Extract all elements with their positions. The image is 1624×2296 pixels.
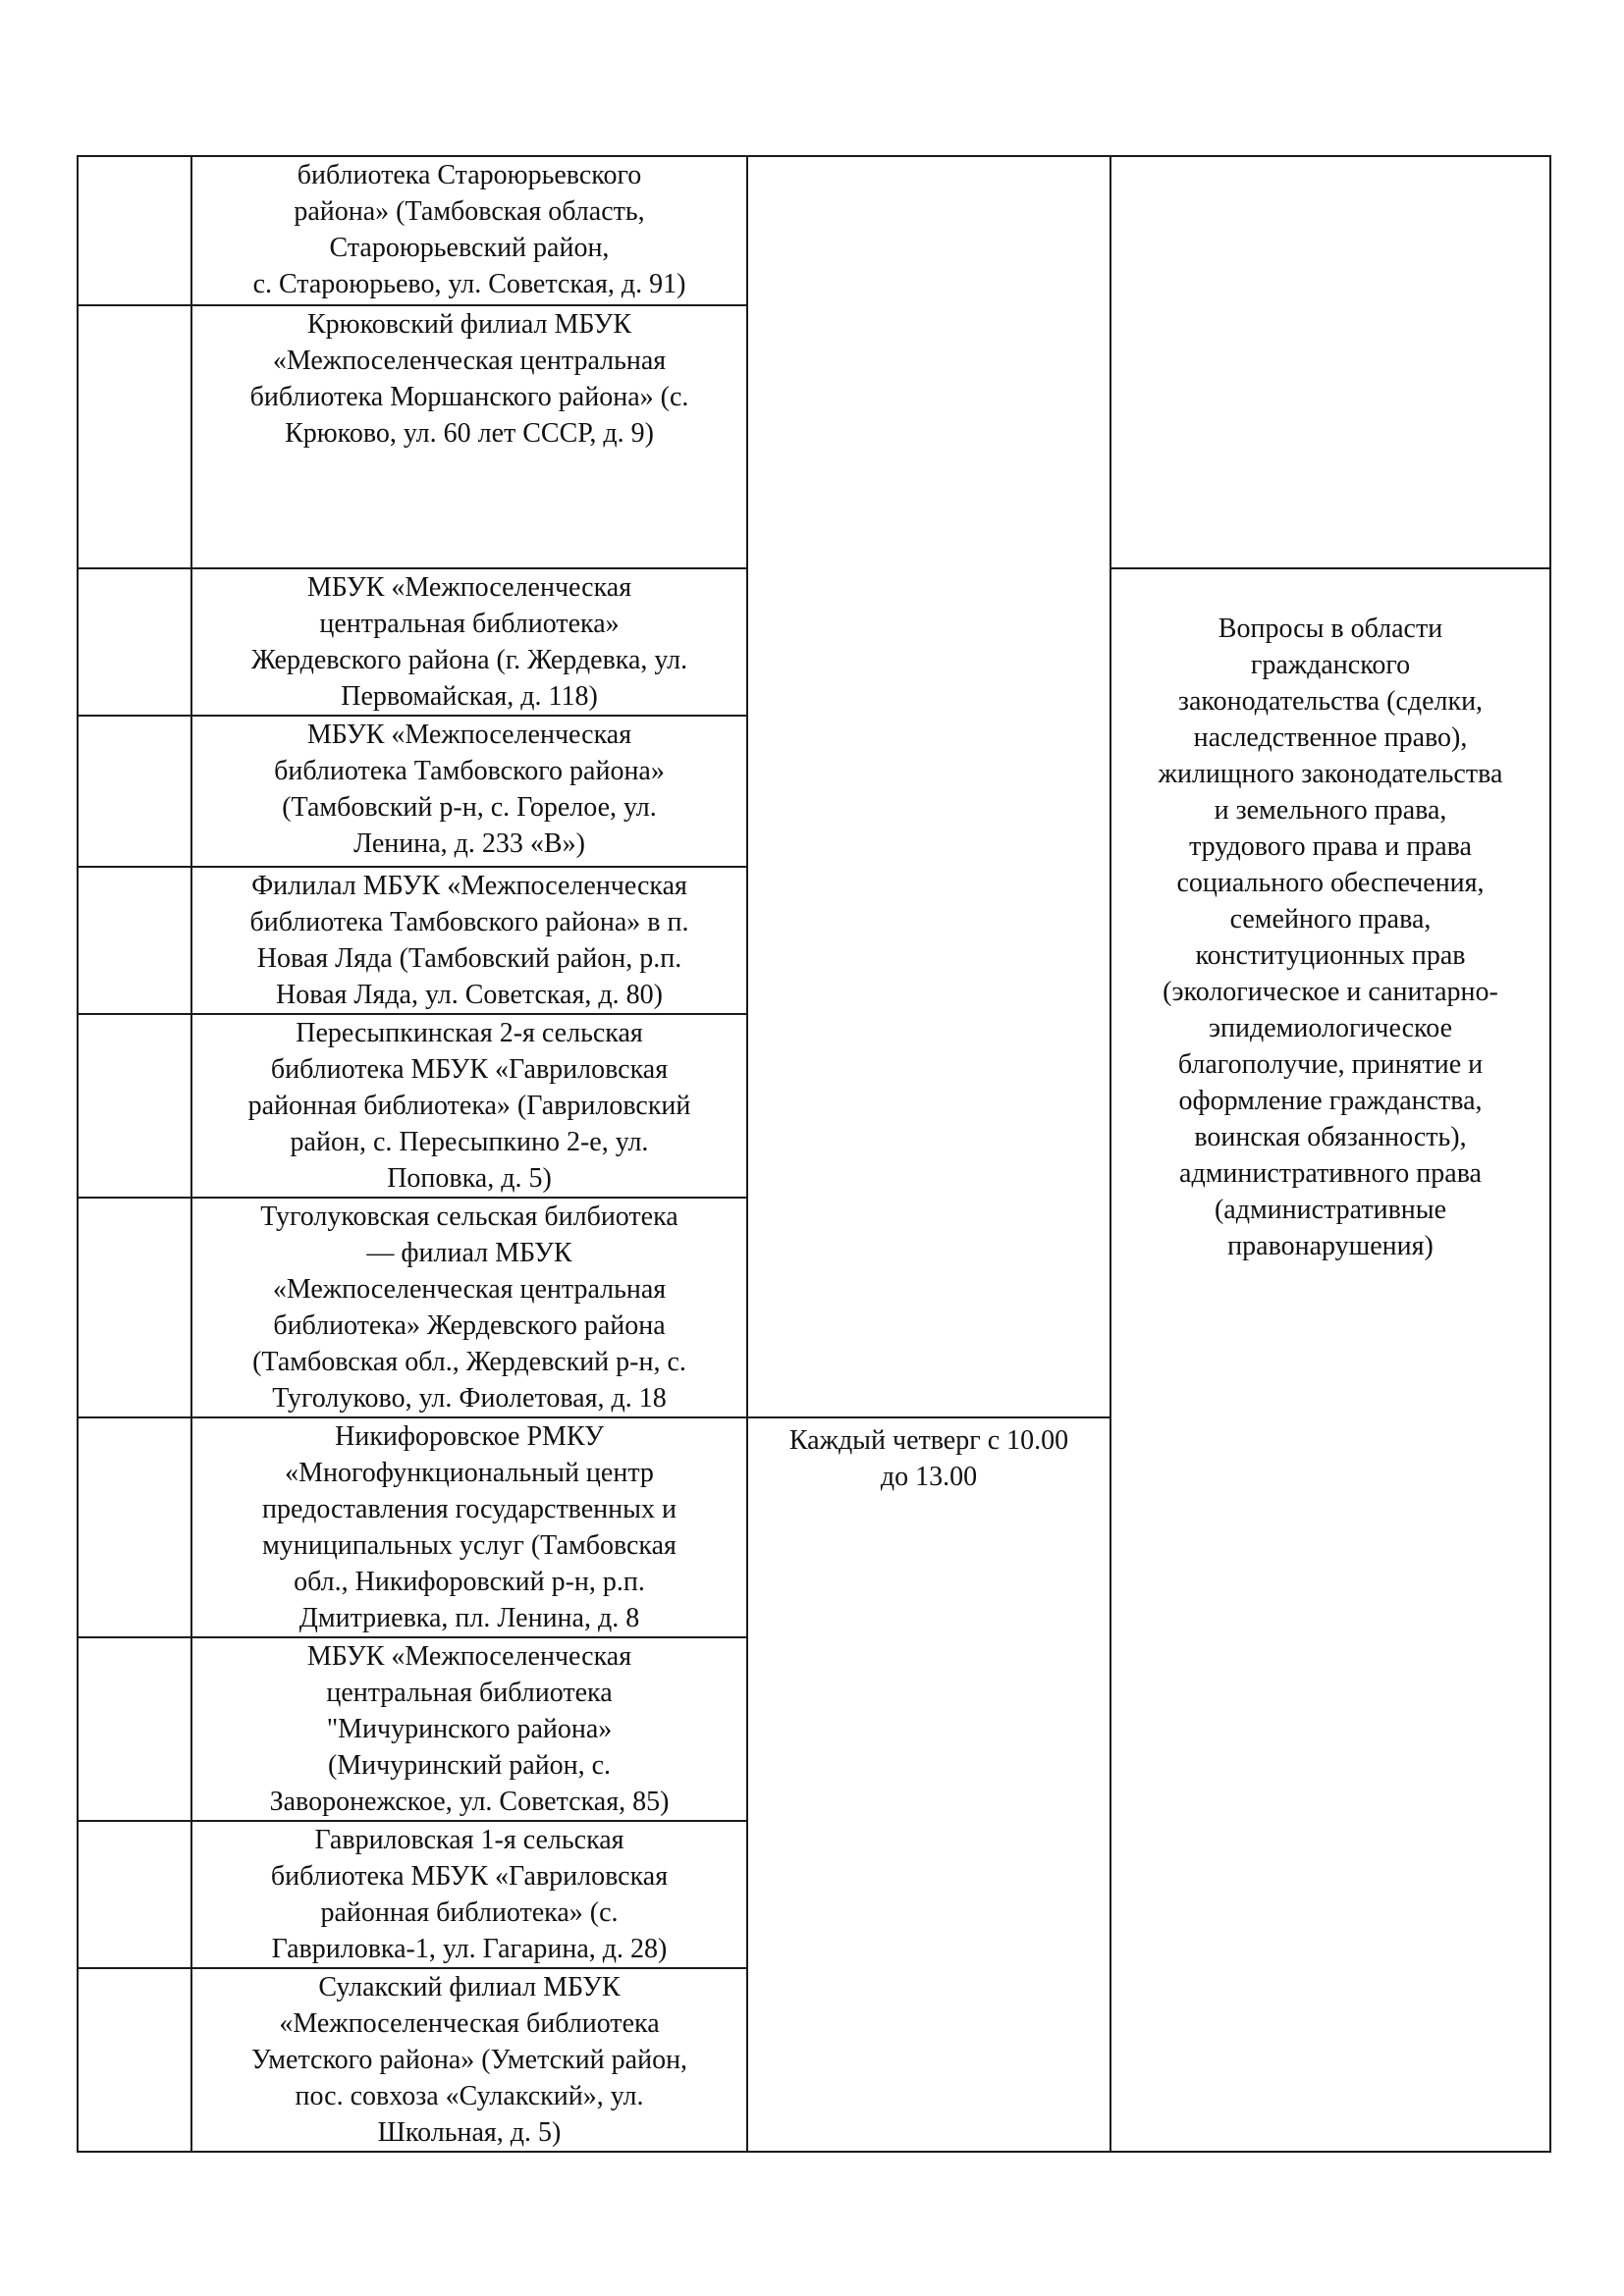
location-cell [191,156,747,305]
consultation-schedule-table [77,155,1551,2153]
topic-cell-top [1110,156,1550,568]
location-text: Гавриловская 1-я сельская библиотека МБУК «Гавриловская районная библиотека» (с. Гавриловка-1, ул. Гагарина, д. 28) [270,1825,669,1964]
row-number-cell [78,1637,191,1821]
location-text: Пересыпкинская 2-я сельская библиотека МБУК «Гавриловская районная библиотека» (Гавриловский район, с. Пересыпкино 2-е, ул. Поповка, д. 5) [247,1018,691,1194]
row-number-cell [78,716,191,867]
location-text: Крюковский филиал МБУК «Межпоселенческая центральная библиотека Моршанского района» (с. Крюково, ул. 60 лет СССР, д. 9) [249,309,689,449]
location-cell [191,1821,747,1968]
schedule-cell [747,1417,1110,2152]
location-cell [191,568,747,716]
location-text: МБУК «Межпоселенческая библиотека Тамбовского района» (Тамбовский р-н, с. Горелое, ул. Ленина, д. 233 «В») [274,720,665,859]
row-number-cell [78,305,191,568]
row-number-cell [78,1417,191,1637]
row-number-cell [78,1821,191,1968]
location-cell [191,305,747,568]
location-cell [191,1637,747,1821]
location-cell [191,867,747,1014]
row-number-cell [78,568,191,716]
location-cell [191,1417,747,1637]
location-text: Филилал МБУК «Межпоселенческая библиотека Тамбовского района» в п. Новая Ляда (Тамбовский район, р.п. Новая Ляда, ул. Советская, д. 80) [249,871,689,1010]
topic-text: Вопросы в области гражданского законодательства (сделки, наследственное право), жилищного законодательства и земельного права, трудового права и права социального обеспечения, семейного права, конституционных прав (экологическое и санитарно- эпидемиологическое благополучие, принятие и оформление гражданства, воинская обязанность), административного права (административные правонарушения) [1158,614,1503,1261]
location-text: Сулакский филиал МБУК «Межпоселенческая библиотека Уметского района» (Уметский район, пос. совхоза «Сулакский», ул. Школьная, д. 5) [250,1972,688,2148]
location-cell [191,716,747,867]
row-number-cell [78,156,191,305]
row-number-cell [78,867,191,1014]
location-text: МБУК «Межпоселенческая центральная библиотека» Жердевского района (г. Жердевка, ул. Первомайская, д. 118) [250,572,688,712]
location-text: МБУК «Межпоселенческая центральная библиотека "Мичуринского района» (Мичуринский район, с. Заворонежское, ул. Советская, 85) [269,1641,670,1817]
row-number-cell [78,1014,191,1198]
schedule-cell-top [747,156,1110,1417]
location-cell [191,1968,747,2152]
table-row [78,156,1550,305]
location-text: Никифоровское РМКУ «Многофункциональный центр предоставления государственных и муниципальных услуг (Тамбовская обл., Никифоровский р-н, р.п. Дмитриевка, пл. Ленина, д. 8 [262,1421,677,1633]
schedule-text: Каждый четверг с 10.00 до 13.00 [788,1425,1069,1492]
location-text: библиотека Староюрьевского района» (Тамбовская область, Староюрьевский район, с. Староюрьево, ул. Советская, д. 91) [252,160,686,299]
topic-cell [1110,568,1550,2152]
location-cell [191,1198,747,1417]
row-number-cell [78,1198,191,1417]
location-text: Туголуковская сельская билбиотека — филиал МБУК «Межпоселенческая центральная библиотека» Жердевского района (Тамбовская обл., Жердевский р-н, с. Туголуково, ул. Фиолетовая, д. 18 [252,1201,686,1414]
row-number-cell [78,1968,191,2152]
location-cell [191,1014,747,1198]
